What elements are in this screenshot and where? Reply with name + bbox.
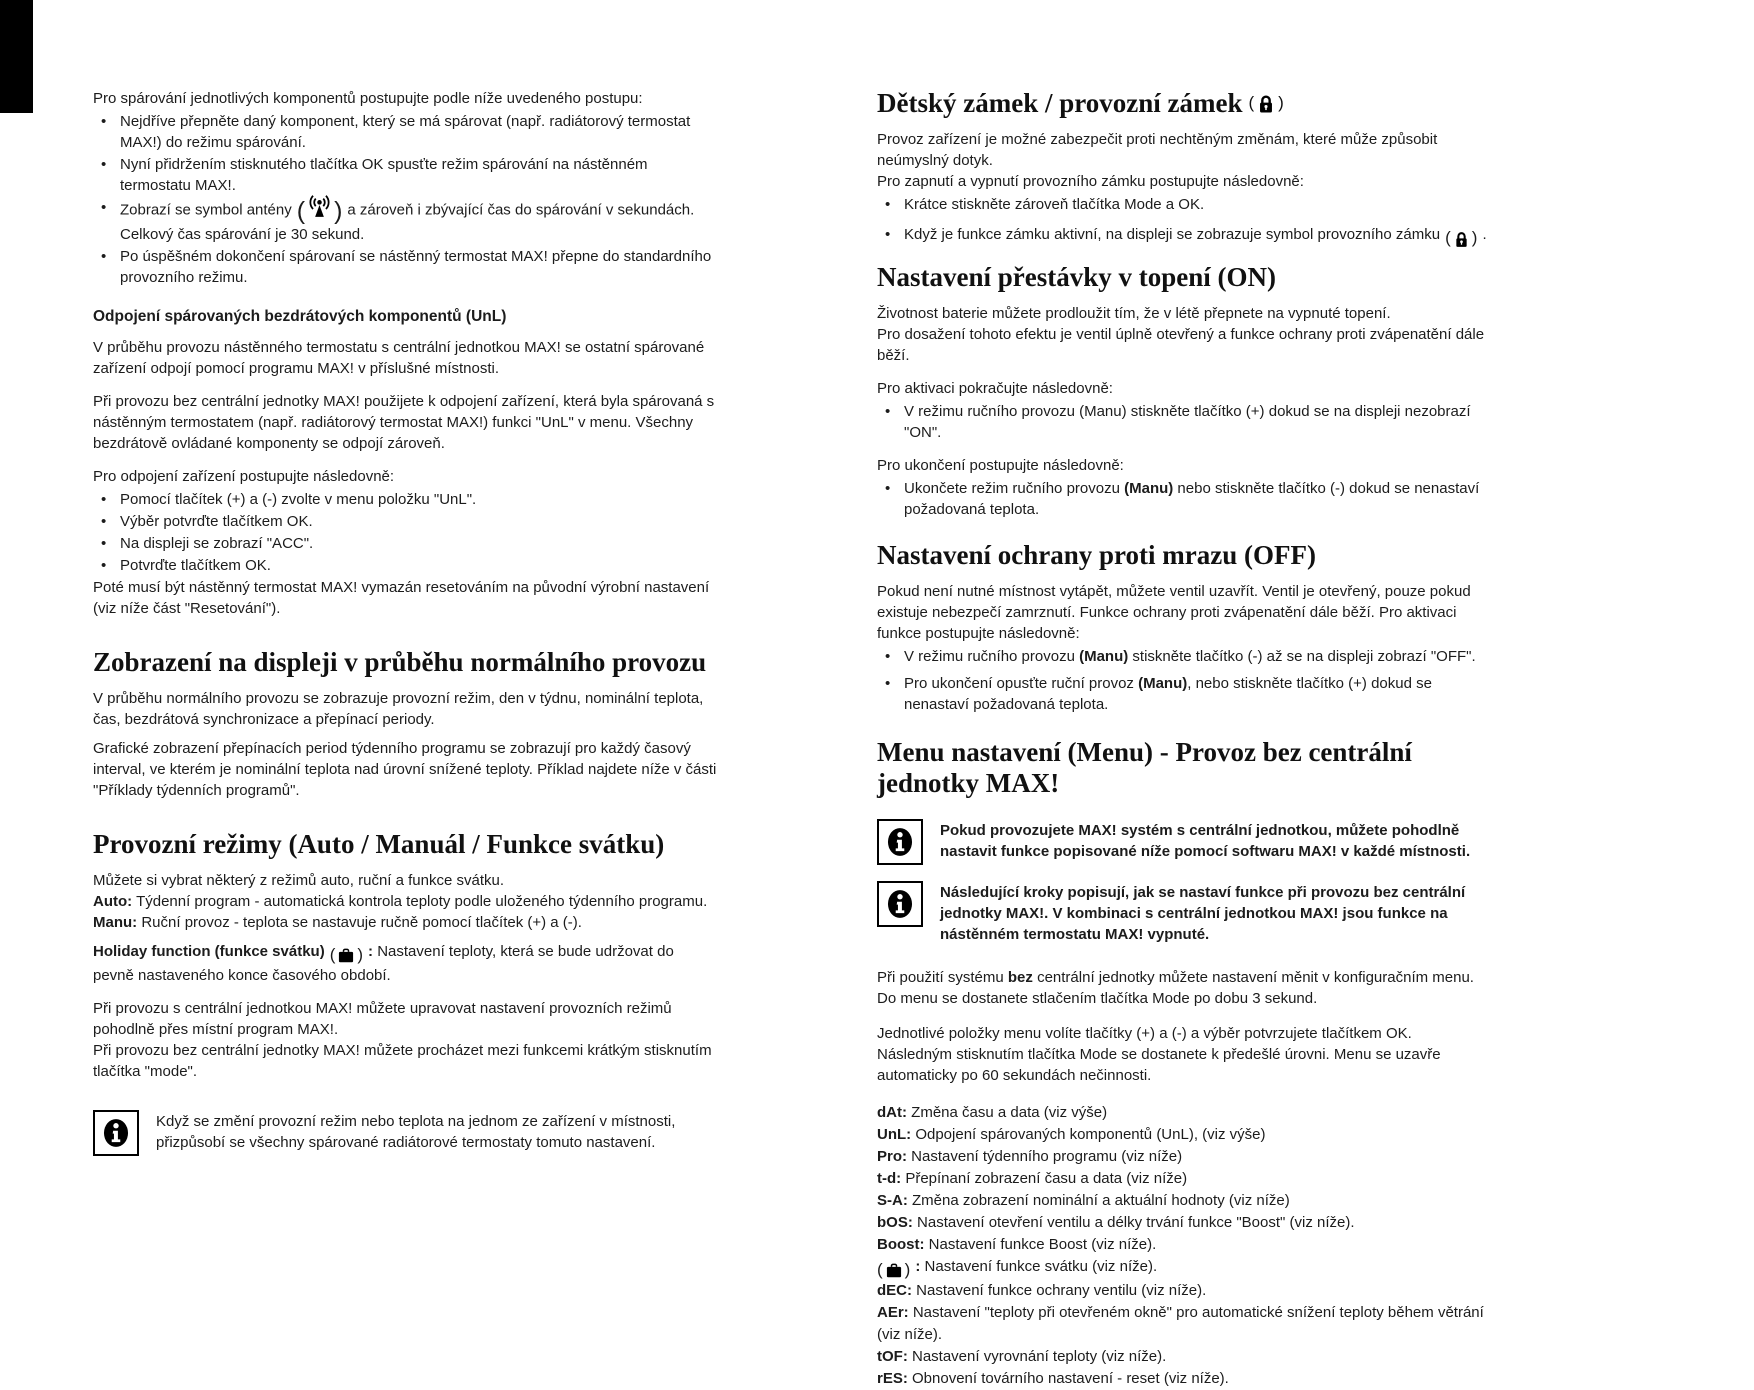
heading-settings-menu: Menu nastavení (Menu) - Provoz bez centrální jednotky MAX! (877, 736, 1412, 798)
menu-item-pro: Pro: Nastavení týdenního programu (viz níže) (877, 1147, 1183, 1165)
pairing-steps-list (93, 111, 718, 288)
info-icon (93, 1110, 139, 1156)
paragraph-holiday-function: Holiday function (funkce svátku) ( ) : Nastavení teploty, která se bude udržovat do pevně nastaveného konce časového období. (93, 943, 674, 984)
info-box-central-unit (877, 819, 1489, 865)
menu-item-bos: bOS: Nastavení otevření ventilu a délky trvání funkce "Boost" (viz níže). (877, 1213, 1355, 1231)
menu-item-aer: AEr: Nastavení "teploty při otevřeném okně" pro automatické snížení teploty během větrání (viz níže). (877, 1303, 1484, 1343)
lock-icon: ( ) (1248, 93, 1284, 112)
info-box-without-central-unit (877, 881, 1489, 945)
paragraph-on-activate: Pro aktivaci pokračujte následovně: (877, 379, 1113, 397)
paragraph-on-2: Pro dosažení tohoto efektu je ventil úplně otevřený a funkce ochrany proti zvápenatění dále běží. (877, 325, 1485, 364)
info-icon (877, 881, 923, 927)
paragraph-manu-mode: Manu: Ruční provoz - teplota se nastavuje ručně pomocí tlačítek (+) a (-). (93, 914, 582, 931)
antenna-icon: ( ) (296, 196, 343, 225)
list-item: • Na displeji se zobrazí "ACC". (93, 533, 718, 554)
briefcase-icon: ( ) (877, 1259, 911, 1279)
menu-items-list (877, 1102, 1489, 1390)
list-item: • Ukončete režim ručního provozu (Manu) nebo stiskněte tlačítko (-) dokud se nenastaví požadovaná teplota. (877, 478, 1489, 520)
list-item: • Krátce stiskněte zároveň tlačítka Mode a OK. (877, 194, 1489, 215)
menu-item-tof: tOF: Nastavení vyrovnání teploty (viz níže). (877, 1347, 1167, 1365)
off-steps-list (877, 646, 1489, 715)
list-item: • Výběr potvrďte tlačítkem OK. (93, 511, 718, 532)
heading-heating-pause-on: Nastavení přestávky v topení (ON) (877, 261, 1276, 292)
paragraph-pairing-intro: Pro spárování jednotlivých komponentů postupujte podle níže uvedeného postupu: (93, 90, 643, 107)
heading-display-normal-operation: Zobrazení na displeji v průběhu normálního provozu (93, 647, 707, 677)
paragraph-on-end: Pro ukončení postupujte následovně: (877, 456, 1124, 474)
info-box-text: Když se změní provozní režim nebo teplota na jednom ze zařízení v místnosti, přizpůsobí se všechny spárované radiátorové termostaty tomuto nastavení. (156, 1113, 676, 1151)
paragraph-central-unit-2: Při provozu bez centrální jednotky MAX! můžete procházet mezi funkcemi krátkým stisknutím tlačítka "mode". (93, 1042, 712, 1080)
info-box-text: Pokud provozujete MAX! systém s centrální jednotkou, můžete pohodlně nastavit funkce popisované níže pomocí softwaru MAX! v každé místnosti. (940, 821, 1471, 860)
list-item: • V režimu ručního provozu (Manu) stiskněte tlačítko (+) dokud se na displeji nezobrazí "ON". (877, 401, 1489, 443)
heading-frost-protection-off: Nastavení ochrany proti mrazu (OFF) (877, 539, 1316, 570)
list-item: • Nyní přidržením stisknutého tlačítka OK spusťte režim spárování na nástěnném termostatu MAX!. (93, 154, 718, 196)
paragraph-config-menu-2: Do menu se dostanete stlačením tlačítka Mode po dobu 3 sekund. (877, 989, 1318, 1007)
paragraph-menu-navigation-2: Následným stisknutím tlačítka Mode se dostanete k předešlé úrovni. Menu se uzavře automaticky po 60 sekundách nečinnosti. (877, 1045, 1441, 1084)
paragraph-unpair-1: V průběhu provozu nástěnného termostatu s centrální jednotkou MAX! se ostatní spárované zařízení odpojí pomocí programu MAX! v příslušné místnosti. (93, 339, 705, 377)
on-activate-list (877, 401, 1489, 443)
info-box-sync-note (93, 1110, 718, 1156)
briefcase-icon: ( ) (329, 945, 364, 964)
heading-operating-modes: Provozní režimy (Auto / Manuál / Funkce svátku) (93, 829, 665, 859)
lock-steps-list (877, 194, 1489, 248)
paragraph-lock-1: Provoz zařízení je možné zabezpečit proti nechtěným změnám, které může způsobit neúmyslný dotyk. (877, 131, 1438, 169)
on-end-list (877, 478, 1489, 520)
menu-item-holiday: ( ) : Nastavení funkce svátku (viz níže). (877, 1257, 1158, 1279)
lock-icon: ( ) (1445, 228, 1478, 247)
menu-item-dec: dEC: Nastavení funkce ochrany ventilu (viz níže). (877, 1281, 1207, 1299)
subheading-unpair: Odpojení spárovaných bezdrátových komponentů (UnL) (93, 308, 507, 325)
list-item: • Pro ukončení opusťte ruční provoz (Manu), nebo stiskněte tlačítko (+) dokud se nenastaví požadovaná teplota. (877, 673, 1489, 715)
paragraph-unpair-2: Při provozu bez centrální jednotky MAX! použijete k odpojení zařízení, která byla spárovaná s nástěnným termostatem (např. radiátorový termostat MAX!) funkci "UnL" v menu. Všechny bezdrátově ovládané komponenty se odpojí zároveň. (93, 393, 715, 452)
scan-artifact-black-corner (0, 0, 33, 113)
paragraph-unpair-3: Pro odpojení zařízení postupujte následovně: (93, 468, 395, 485)
left-column (93, 88, 718, 1156)
paragraph-display-2: Grafické zobrazení přepínacích period týdenního programu se zobrazují pro každý časový interval, ve kterém je nominální teplota nad úrovní snížené teploty. Příklad najdete níže v části "Příklady týdenních programů". (93, 740, 717, 799)
paragraph-reset-note: Poté musí být nástěnný termostat MAX! vymazán resetováním na původní výrobní nastavení (viz níže část "Resetování"). (93, 579, 710, 617)
menu-item-boost: Boost: Nastavení funkce Boost (viz níže). (877, 1235, 1157, 1253)
paragraph-central-unit-1: Při provozu s centrální jednotkou MAX! můžete upravovat nastavení provozních režimů pohodlně přes místní program MAX!. (93, 1000, 672, 1038)
paragraph-config-menu-1: Při použití systému bez centrální jednotky můžete nastavení měnit v konfiguračním menu. (877, 968, 1474, 986)
unpair-steps-list (93, 489, 718, 576)
list-item-lock-symbol: • Když je funkce zámku aktivní, na displeji se zobrazuje symbol provozního zámku ( ) . (877, 224, 1489, 248)
menu-item-res: rES: Obnovení továrního nastavení - reset (viz níže). (877, 1369, 1229, 1387)
menu-item-td: t-d: Přepínaní zobrazení času a data (viz níže) (877, 1169, 1188, 1187)
paragraph-auto-mode: Auto: Týdenní program - automatická kontrola teploty podle uloženého týdenního programu. (93, 893, 708, 910)
paragraph-off-1: Pokud není nutné místnost vytápět, můžete ventil uzavřít. Ventil je otevřený, pouze pokud existuje nebezpečí zamrznutí. Funkce ochrany proti zvápenatění dále běží. Pro aktivaci funkce postupujte následovně: (877, 582, 1471, 642)
right-column (877, 88, 1489, 1390)
menu-item-dat: dAt: Změna času a data (viz výše) (877, 1103, 1108, 1121)
list-item-antenna: • Zobrazí se symbol antény ( ) a zároveň i zbývající čas do spárování v sekundách. Celkový čas spárování je 30 sekund. (93, 197, 718, 245)
info-icon (877, 819, 923, 865)
paragraph-lock-2: Pro zapnutí a vypnutí provozního zámku postupujte následovně: (877, 173, 1304, 190)
info-box-text: Následující kroky popisují, jak se nastaví funkce při provozu bez centrální jednotky MAX!. V kombinaci s centrální jednotkou MAX! jsou funkce na nástěnném termostatu MAX! vypnuté. (940, 883, 1466, 943)
paragraph-display-1: V průběhu normálního provozu se zobrazuje provozní režim, den v týdnu, nominální teplota, čas, bezdrátová synchronizace a přepínací periody. (93, 690, 704, 728)
list-item: • Nejdříve přepněte daný komponent, který se má spárovat (např. radiátorový termostat MAX!) do režimu spárování. (93, 111, 718, 153)
list-item: • Pomocí tlačítek (+) a (-) zvolte v menu položku "UnL". (93, 489, 718, 510)
paragraph-modes-intro: Můžete si vybrat některý z režimů auto, ruční a funkce svátku. (93, 872, 505, 889)
menu-item-sa: S-A: Změna zobrazení nominální a aktuální hodnoty (viz níže) (877, 1191, 1290, 1209)
list-item: • V režimu ručního provozu (Manu) stiskněte tlačítko (-) až se na displeji zobrazí "OFF". (877, 646, 1489, 667)
menu-item-unl: UnL: Odpojení spárovaných komponentů (UnL), (viz výše) (877, 1125, 1266, 1143)
paragraph-on-1: Životnost baterie můžete prodloužit tím, že v létě přepnete na vypnuté topení. (877, 304, 1391, 322)
paragraph-menu-navigation-1: Jednotlivé položky menu volíte tlačítky (+) a (-) a výběr potvrzujete tlačítkem OK. (877, 1024, 1412, 1042)
list-item: • Po úspěšném dokončení spárovaní se nástěnný termostat MAX! přepne do standardního provozního režimu. (93, 246, 718, 288)
heading-child-lock: Dětský zámek / provozní zámek ( ) (877, 88, 1284, 118)
list-item: • Potvrďte tlačítkem OK. (93, 555, 718, 576)
